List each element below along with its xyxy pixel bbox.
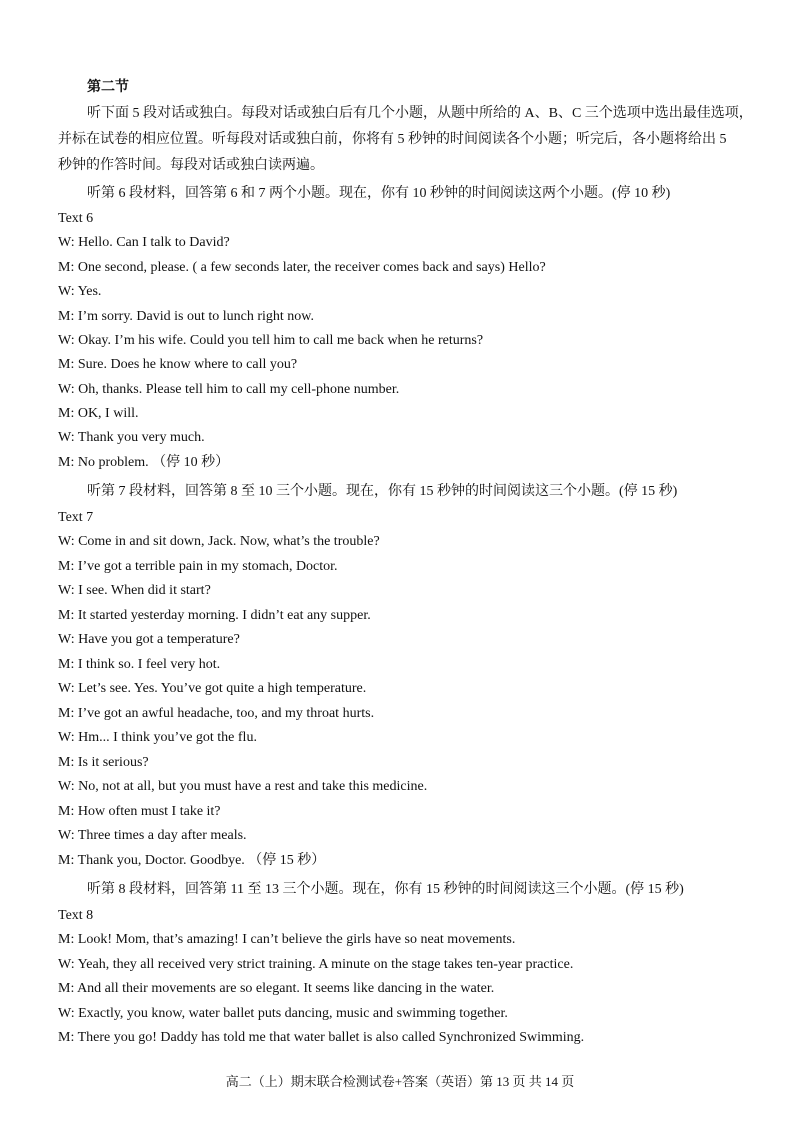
dialogue-line: M: OK, I will. xyxy=(58,406,139,421)
text6-label: Text 6 xyxy=(58,211,94,226)
dialogue-line: W: Okay. I’m his wife. Could you tell him to call me back when he returns? xyxy=(58,333,484,348)
instructions-line-2: 并标在试卷的相应位置。听每段对话或独白前，你将有 5 秒钟的时间阅读各个小题；听完后，各小题将给出 5 xyxy=(58,132,727,147)
dialogue-line: W: Let’s see. Yes. You’ve got quite a high temperature. xyxy=(58,681,367,696)
dialogue-line: M: Sure. Does he know where to call you? xyxy=(58,357,298,372)
dialogue-line: W: Hm... I think you’ve got the flu. xyxy=(58,730,257,745)
dialogue-line: M: Is it serious? xyxy=(58,755,149,770)
text8-label: Text 8 xyxy=(58,908,94,923)
dialogue-line: M: One second, please. ( a few seconds later, the receiver comes back and says) Hello? xyxy=(58,260,546,275)
dialogue-line: W: Come in and sit down, Jack. Now, what’s the trouble? xyxy=(58,534,380,549)
dialogue-line: M: I’m sorry. David is out to lunch right now. xyxy=(58,309,314,324)
dialogue-line: M: And all their movements are so elegant. It seems like dancing in the water. xyxy=(58,981,495,996)
dialogue-line: M: I think so. I feel very hot. xyxy=(58,657,221,672)
dialogue-line: M: Look! Mom, that’s amazing! I can’t believe the girls have so neat movements. xyxy=(58,932,516,947)
dialogue-line: W: Three times a day after meals. xyxy=(58,828,247,843)
text7-intro: 听第 7 段材料，回答第 8 至 10 三个小题。现在，你有 15 秒钟的时间阅读这三个小题。(停 15 秒) xyxy=(87,484,678,499)
text6-intro: 听第 6 段材料，回答第 6 和 7 两个小题。现在，你有 10 秒钟的时间阅读这两个小题。(停 10 秒) xyxy=(87,186,671,201)
dialogue-line: M: It started yesterday morning. I didn’t eat any supper. xyxy=(58,608,371,623)
dialogue-line: M: I’ve got a terrible pain in my stomach, Doctor. xyxy=(58,559,338,574)
dialogue-line: W: Thank you very much. xyxy=(58,430,205,445)
dialogue-line: M: How often must I take it? xyxy=(58,804,221,819)
text8-intro: 听第 8 段材料，回答第 11 至 13 三个小题。现在，你有 15 秒钟的时间阅读这三个小题。(停 15 秒) xyxy=(87,882,684,897)
dialogue-line: W: Exactly, you know, water ballet puts dancing, music and swimming together. xyxy=(58,1006,508,1021)
instructions-line-1: 听下面 5 段对话或独白。每段对话或独白后有几个小题，从题中所给的 A、B、C 三个选项中选出最佳选项， xyxy=(87,106,753,121)
dialogue-line: W: Have you got a temperature? xyxy=(58,632,240,647)
dialogue-line: M: No problem. （停 10 秒） xyxy=(58,455,230,470)
section-title: 第二节 xyxy=(87,80,129,95)
dialogue-line: W: Yeah, they all received very strict training. A minute on the stage takes ten-year practice. xyxy=(58,957,574,972)
dialogue-line: M: I’ve got an awful headache, too, and my throat hurts. xyxy=(58,706,375,721)
instructions-line-3: 秒钟的作答时间。每段对话或独白读两遍。 xyxy=(58,158,324,173)
text7-label: Text 7 xyxy=(58,510,94,525)
dialogue-line: W: Hello. Can I talk to David? xyxy=(58,235,230,250)
dialogue-line: M: There you go! Daddy has told me that water ballet is also called Synchronized Swimming. xyxy=(58,1030,585,1045)
dialogue-line: W: No, not at all, but you must have a rest and take this medicine. xyxy=(58,779,428,794)
dialogue-line: W: I see. When did it start? xyxy=(58,583,211,598)
page-footer: 高二（上）期末联合检测试卷+答案（英语）第 13 页 共 14 页 xyxy=(225,1074,575,1089)
dialogue-line: W: Yes. xyxy=(58,284,102,299)
dialogue-line: M: Thank you, Doctor. Goodbye. （停 15 秒） xyxy=(58,853,326,868)
dialogue-line: W: Oh, thanks. Please tell him to call my cell-phone number. xyxy=(58,382,400,397)
